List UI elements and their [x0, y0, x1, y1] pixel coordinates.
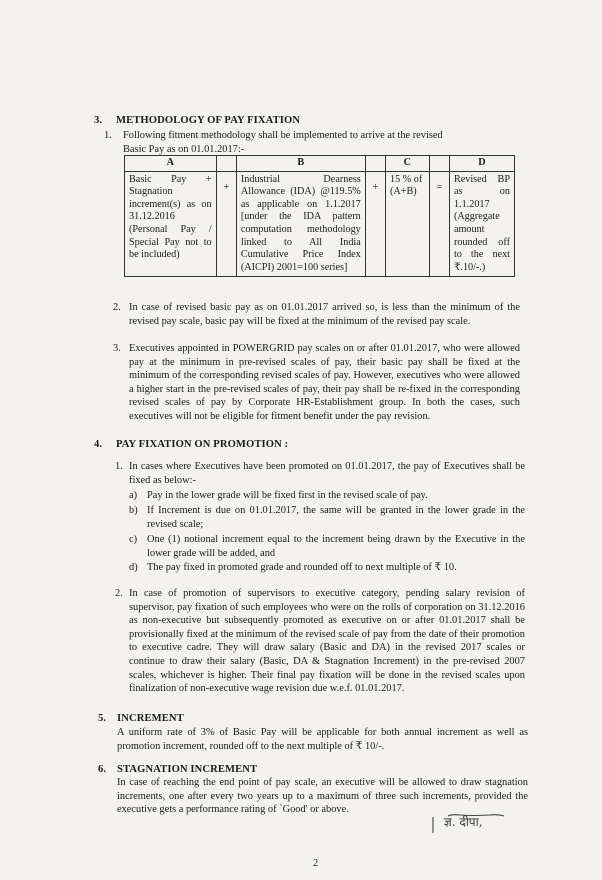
fitment-table [124, 155, 515, 277]
item-number: 3. [113, 343, 121, 354]
sub-item-text: One (1) notional increment equal to the increment being drawn by the Executive in the lower grade will be added, and [147, 534, 525, 559]
section-title: METHODOLOGY OF PAY FIXATION [116, 115, 301, 126]
item-text: In case of promotion of supervisors to executive category, pending salary revision of supervisor, pay fixation of such employees who were on the rolls of corporation on 31.12.2016 as non-executive but subsequently promoted as executive on or after 01.01.2017 shall be provisionally fixed at the minimum of the revised scale of pay from the date of their promotion to executive cadre. They will draw salary (Basic and DA) in the revised 2017 scales or continue to draw their salary (Basic, DA & Stagnation Increment) in the pre-revised 2007 scales, whichever is higher. Their final pay fixation will be done in the revised scales upon finalization of non-executive wage revision due w.e.f. 01.01.2017. [129, 588, 525, 695]
section-3-heading [94, 114, 300, 128]
plus-operator: + [216, 171, 236, 277]
signature [432, 816, 483, 830]
table-header-c: C [386, 156, 430, 172]
table-cell-a: Basic Pay + Stagnation increment(s) as on 31.12.2016 (Personal Pay / Special Pay not to be included) [125, 171, 217, 277]
section-5-text: A uniform rate of 3% of Basic Pay will be applicable for both annual increment as well as promotion increment, rounded off to the next multiple of ₹ 10/-. [117, 727, 528, 752]
section-6-heading [98, 763, 257, 777]
section-4-item-1 [115, 460, 525, 487]
section-title: INCREMENT [117, 713, 184, 724]
table-header-row [125, 156, 515, 172]
item-number: 2. [113, 302, 121, 313]
section-title: STAGNATION INCREMENT [117, 764, 258, 775]
table-cell-d: Revised BP as on 1.1.2017 (Aggregate amount rounded off to the next ₹.10/-.) [449, 171, 514, 277]
table-row [125, 171, 515, 277]
section-number: 5. [98, 713, 107, 724]
sub-item-text: If Increment is due on 01.01.2017, the same will be granted in the lower grade in the revised scale; [147, 505, 525, 530]
sub-item-label: c) [129, 534, 138, 545]
section-number: 3. [94, 115, 103, 126]
sub-item-label: b) [129, 505, 138, 516]
table-header-op3 [429, 156, 449, 172]
page-number: 2 [313, 858, 319, 869]
equals-operator: = [429, 171, 449, 277]
item-text: Executives appointed in POWERGRID pay scales on or after 01.01.2017, who were allowed pay at the minimum in pre-revised scales of pay, their basic pay shall be fixed at the minimum of the corresponding revised scales of pay. However, executives who were allowed a higher start in the pre-revised scales of pay, their pay shall be re-fixed in the corresponding revised scales of pay by Corporate HR-Establishment group. In both the cases, such executives will not be eligible for fitment benefit under the pay revision. [129, 343, 520, 422]
sub-item-label: a) [129, 490, 138, 501]
table-cell-c: 15 % of (A+B) [386, 171, 430, 277]
sub-item-c [129, 533, 525, 560]
table-header-op2 [365, 156, 385, 172]
plus-operator: + [365, 171, 385, 277]
item-text: In case of revised basic pay as on 01.01.2017 arrived so, is less than the minimum of the revised pay scale, basic pay will be fixed at the minimum of the revised pay scale. [129, 302, 520, 327]
sub-item-b [129, 504, 525, 531]
section-3-item-2 [113, 301, 520, 328]
section-title: PAY FIXATION ON PROMOTION : [116, 439, 289, 450]
item-number: 1. [115, 461, 123, 472]
sub-item-d [129, 561, 525, 575]
sub-item-text: The pay fixed in promoted grade and rounded off to next multiple of ₹ 10. [147, 562, 457, 573]
section-number: 4. [94, 439, 103, 450]
signature-text: ज्ञ. दीपा, [444, 815, 483, 829]
table-cell-b: Industrial Dearness Allowance (IDA) @119.5% as applicable on 1.1.2017 [under the IDA pattern computation methodology linked to All India Cumulative Price Index (AICPI) 2001=100 series] [236, 171, 365, 277]
section-4-item-2 [115, 587, 525, 696]
table-header-b: B [236, 156, 365, 172]
item-number: 2. [115, 588, 123, 599]
section-6-text: In case of reaching the end point of pay scale, an executive will be allowed to draw stagnation increments, one after every two years up to a maximum of three such increments, provided the executive gets a performance rating of `Good' or above. [117, 777, 528, 816]
section-4-heading [94, 438, 288, 452]
section-5-heading [98, 712, 184, 726]
table-header-a: A [125, 156, 217, 172]
item-number: 1. [104, 130, 112, 141]
table-header-d: D [449, 156, 514, 172]
table-header-op1 [216, 156, 236, 172]
section-number: 6. [98, 764, 107, 775]
sub-item-a [129, 489, 525, 503]
sub-item-text: Pay in the lower grade will be fixed first in the revised scale of pay. [147, 490, 428, 501]
section-3-item-3 [113, 342, 520, 424]
sub-item-label: d) [129, 562, 138, 573]
item-text: Following fitment methodology shall be implemented to arrive at the revised Basic Pay as on 01.01.2017:- [123, 130, 443, 155]
signature-mark-icon [430, 813, 510, 835]
section-3-item-1 [104, 129, 528, 156]
item-text: In cases where Executives have been promoted on 01.01.2017, the pay of Executives shall be fixed as below:- [129, 461, 525, 486]
